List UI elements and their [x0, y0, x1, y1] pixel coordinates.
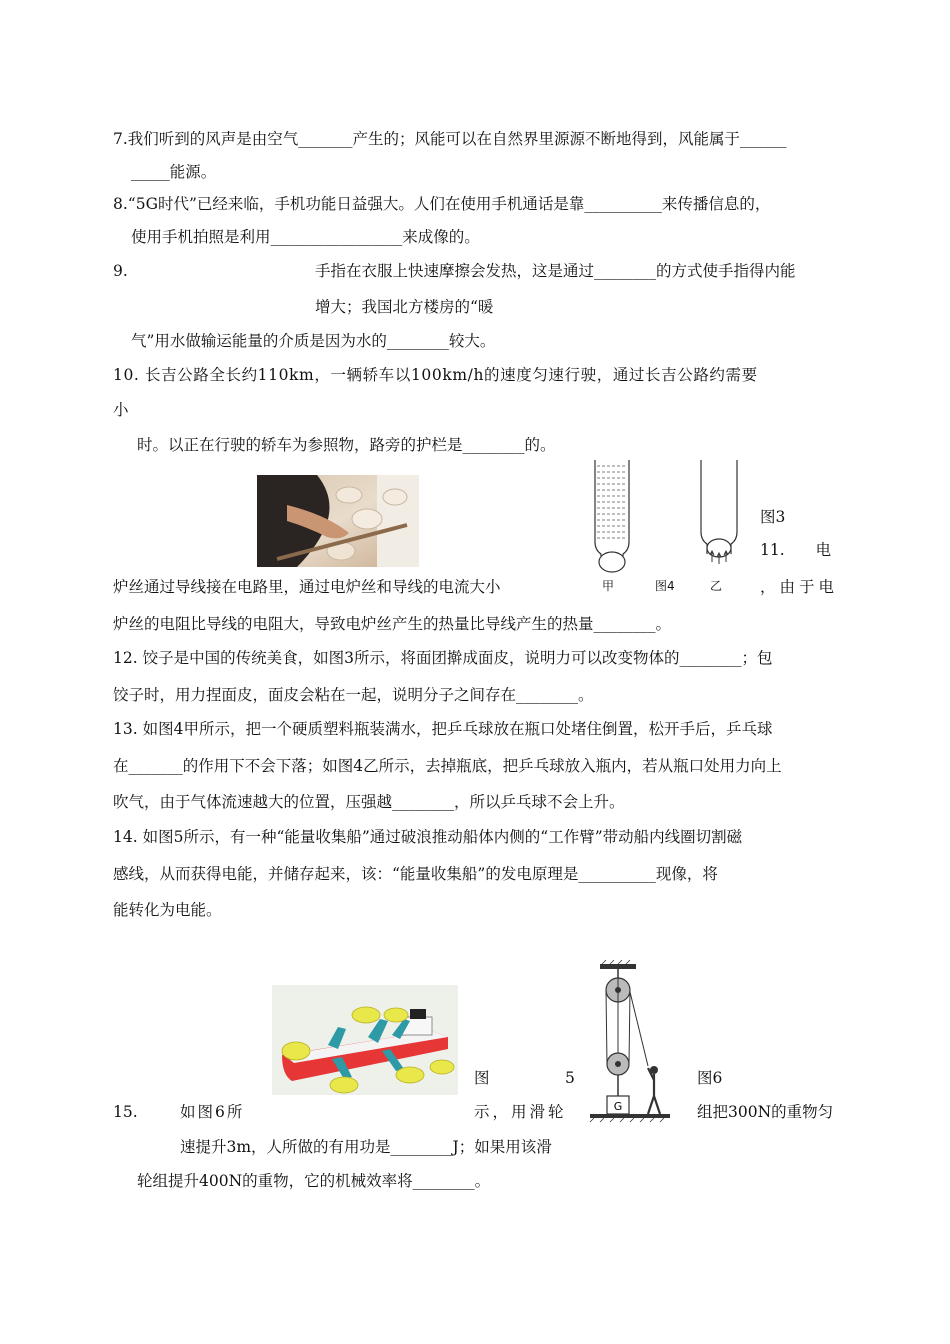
fig4-label-jia: 甲: [602, 579, 615, 593]
q12-line1: 12. 饺子是中国的传统美食，如图3所示，将面团擀成面皮，说明力可以改变物体的________；包: [113, 649, 773, 667]
q11-number: 11. 电: [760, 541, 832, 559]
weight-g-label: G: [613, 1100, 623, 1113]
q15-part2: 示，用滑轮: [474, 1103, 567, 1121]
q12-line2: 饺子时，用力捏面皮，面皮会粘在一起，说明分子之间存在________。: [113, 686, 594, 704]
q8-line1: 8.“5G时代”已经来临，手机功能日益强大。人们在使用手机通话是靠__________来传播信息的，: [113, 195, 771, 213]
q9-number: 9.: [113, 262, 128, 280]
q15-part1: 如图6所: [180, 1103, 245, 1121]
q7-line2: _____能源。: [131, 163, 217, 181]
fig3-caption: 图3: [760, 508, 786, 526]
fig4-bottle-left: [585, 458, 639, 574]
q15-part3: 组把300N的重物匀: [697, 1103, 834, 1121]
q8-line2: 使用手机拍照是利用_________________来成像的。: [131, 228, 480, 246]
q13-line3: 吹气，由于气体流速越大的位置，压强越________，所以乒乓球不会上升。: [113, 793, 625, 811]
q14-line1: 14. 如图5所示，有一种“能量收集船”通过破浪推动船体内侧的“工作臂”带动船内线圈切割磁: [113, 828, 743, 846]
q9-line2: 增大；我国北方楼房的“暖: [315, 298, 494, 316]
fig4-label-yi: 乙: [710, 579, 723, 593]
fig4-caption: 图4: [655, 579, 675, 593]
fig4-bottle-right: [697, 458, 741, 574]
q14-line2: 感线，从而获得电能，并储存起来，该：“能量收集船”的发电原理是__________现像，将: [113, 865, 718, 883]
q13-line2: 在_______的作用下不会下落；如图4乙所示，去掉瓶底，把乒乓球放入瓶内，若从瓶口处用力向上: [113, 757, 782, 775]
q15-line3: 轮组提升400N的重物，它的机械效率将________。: [137, 1172, 491, 1190]
fig5-label-a: 图: [474, 1069, 490, 1087]
q9-line3: 气”用水做输运能量的介质是因为水的________较大。: [131, 332, 496, 350]
q13-line1: 13. 如图4甲所示，把一个硬质塑料瓶装满水，把乒乓球放在瓶口处堵住倒置，松开手后，乒乓球: [113, 720, 773, 738]
q9-line1: 手指在衣服上快速摩擦会发热，这是通过________的方式使手指得内能: [315, 262, 796, 280]
fig6-caption: 图6: [697, 1069, 723, 1087]
q7-line1: 7.我们听到的风声是由空气_______产生的；风能可以在自然界里源源不断地得到，风能属于______: [113, 130, 787, 148]
q11-line2: 炉丝的电阻比导线的电阻大，导致电炉丝产生的热量比导线产生的热量________。: [113, 615, 672, 633]
energy-ship-illustration: [272, 985, 458, 1095]
q10-line1: 10. 长吉公路全长约110km，一辆轿车以100km/h的速度匀速行驶，通过长吉公路约需要: [113, 366, 758, 384]
q11-line1-tail: ，由于电: [760, 578, 839, 596]
q15-line2: 速提升3m，人所做的有用功是________J；如果用该滑: [180, 1138, 552, 1156]
q14-line3: 能转化为电能。: [113, 901, 222, 919]
q10-line2: 小: [113, 401, 129, 419]
pulley-system-illustration: [590, 962, 670, 1122]
q11-line1: 炉丝通过导线接在电路里，通过电炉丝和导线的电流大小: [113, 578, 501, 596]
dough-photo: [257, 475, 419, 567]
q15-number: 15.: [113, 1103, 138, 1121]
fig5-label-b: 5: [565, 1069, 575, 1087]
q10-line3: 时。以正在行驶的轿车为参照物，路旁的护栏是________的。: [137, 436, 556, 454]
